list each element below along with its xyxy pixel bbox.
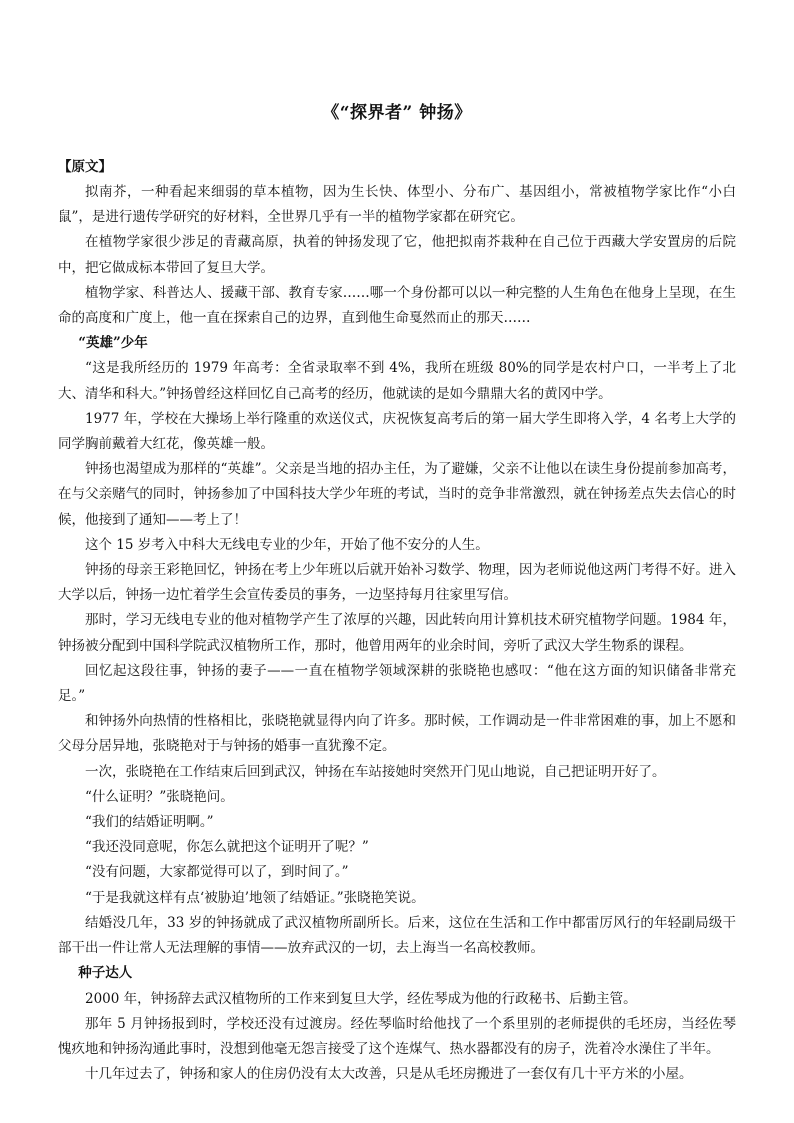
paragraph: 拟南芥，一种看起来细弱的草本植物，因为生长快、体型小、分布广、基因组小，常被植物学家比作“小白鼠”，是进行遗传学研究的好材料，全世界几乎有一半的植物学家都在研究它。 <box>58 184 736 226</box>
section-tag: 【原文】 <box>58 159 112 175</box>
seed-expert-section <box>58 987 736 1088</box>
paragraph: 那年 5 月钟扬报到时，学校还没有过渡房。经佐琴临时给他找了一个系里别的老师提供的毛坯房，当经佐琴愧疚地和钟扬沟通此事时，没想到他毫无怨言接受了这个连煤气、热水器都没有的房子，洗着冷水澡住了半年。 <box>58 1015 736 1057</box>
paragraph: “这是我所经历的 1979 年高考：全省录取率不到 4%，我所在班级 80%的同学是农村户口，一半考上了北大、清华和科大。”钟扬曾经这样回忆自己高考的经历，他就读的是如今鼎鼎大名的黄冈中学。 <box>58 360 736 402</box>
paragraph: 结婚没几年，33 岁的钟扬就成了武汉植物所副所长。后来，这位在生活和工作中都雷厉风行的年轻副局级干部干出一件让常人无法理解的事情——放弃武汉的一切，去上海当一名高校教师。 <box>58 914 736 957</box>
paragraph: “没有问题，大家都觉得可以了，到时间了。” <box>85 864 349 881</box>
intro-section <box>58 180 736 331</box>
paragraph: 2000 年，钟扬辞去武汉植物所的工作来到复旦大学，经佐琴成为他的行政秘书、后勤主管。 <box>85 990 637 1007</box>
paragraph: 一次，张晓艳在工作结束后回到武汉，钟扬在车站接她时突然开门见山地说，自己把证明开好了。 <box>85 763 666 780</box>
document-title: 《“探界者” 钟扬》 <box>322 103 472 123</box>
subheading-hero-youth: “英雄”少年 <box>78 335 148 352</box>
paragraph: 和钟扬外向热情的性格相比，张晓艳就显得内向了许多。那时候，工作调动是一件非常困难的事，加上不愿和父母分居异地，张晓艳对于与钟扬的婚事一直犹豫不定。 <box>58 713 736 755</box>
paragraph: 钟扬的母亲王彩艳回忆，钟扬在考上少年班以后就开始补习数学、物理，因为老师说他这两门考得不好。进入大学以后，钟扬一边忙着学生会宣传委员的事务，一边坚持每月往家里写信。 <box>58 562 736 604</box>
paragraph: 在植物学家很少涉足的青藏高原，执着的钟扬发现了它，他把拟南芥栽种在自己位于西藏大学安置房的后院中，把它做成标本带回了复旦大学。 <box>58 234 736 276</box>
paragraph: 那时，学习无线电专业的他对植物学产生了浓厚的兴趣，因此转向用计算机技术研究植物学问题。1984 年，钟扬被分配到中国科学院武汉植物所工作，那时，他曾用两年的业余时间，旁听了武汉大学生物系的课程。 <box>58 612 736 654</box>
paragraph: 十几年过去了，钟扬和家人的住房仍没有太大改善，只是从毛坯房搬进了一套仅有几十平方米的小屋。 <box>85 1066 693 1083</box>
paragraph: “我还没同意呢，你怎么就把这个证明开了呢？” <box>85 839 369 856</box>
paragraph: “于是我就这样有点‘被胁迫’地领了结婚证。”张晓艳笑说。 <box>85 889 425 906</box>
paragraph: 1977 年，学校在大操场上举行隆重的欢送仪式，庆祝恢复高考后的第一届大学生即将入学，4 名考上大学的同学胸前戴着大红花，像英雄一般。 <box>58 410 736 453</box>
paragraph: 回忆起这段往事，钟扬的妻子——一直在植物学领域深耕的张晓艳也感叹：“他在这方面的知识储备非常充足。” <box>58 662 736 705</box>
paragraph: 植物学家、科普达人、援藏干部、教育专家……哪一个身份都可以以一种完整的人生角色在他身上呈现，在生命的高度和广度上，他一直在探索自己的边界，直到他生命戛然而止的那天…… <box>58 284 736 327</box>
paragraph: 这个 15 岁考入中科大无线电专业的少年，开始了他不安分的人生。 <box>85 536 489 553</box>
subheading-seed-expert: 种子达人 <box>78 965 133 982</box>
paragraph: “什么证明？”张晓艳问。 <box>85 788 234 805</box>
paragraph: 钟扬也渴望成为那样的“英雄”。父亲是当地的招办主任，为了避嫌，父亲不让他以在读生身份提前参加高考，在与父亲赌气的同时，钟扬参加了中国科技大学少年班的考试，当时的竞争非常激烈，就在钟扬差点失去信心的时候，他接到了通知——考上了！ <box>58 461 736 528</box>
paragraph: “我们的结婚证明啊。” <box>85 814 214 831</box>
hero-youth-section <box>58 356 736 961</box>
